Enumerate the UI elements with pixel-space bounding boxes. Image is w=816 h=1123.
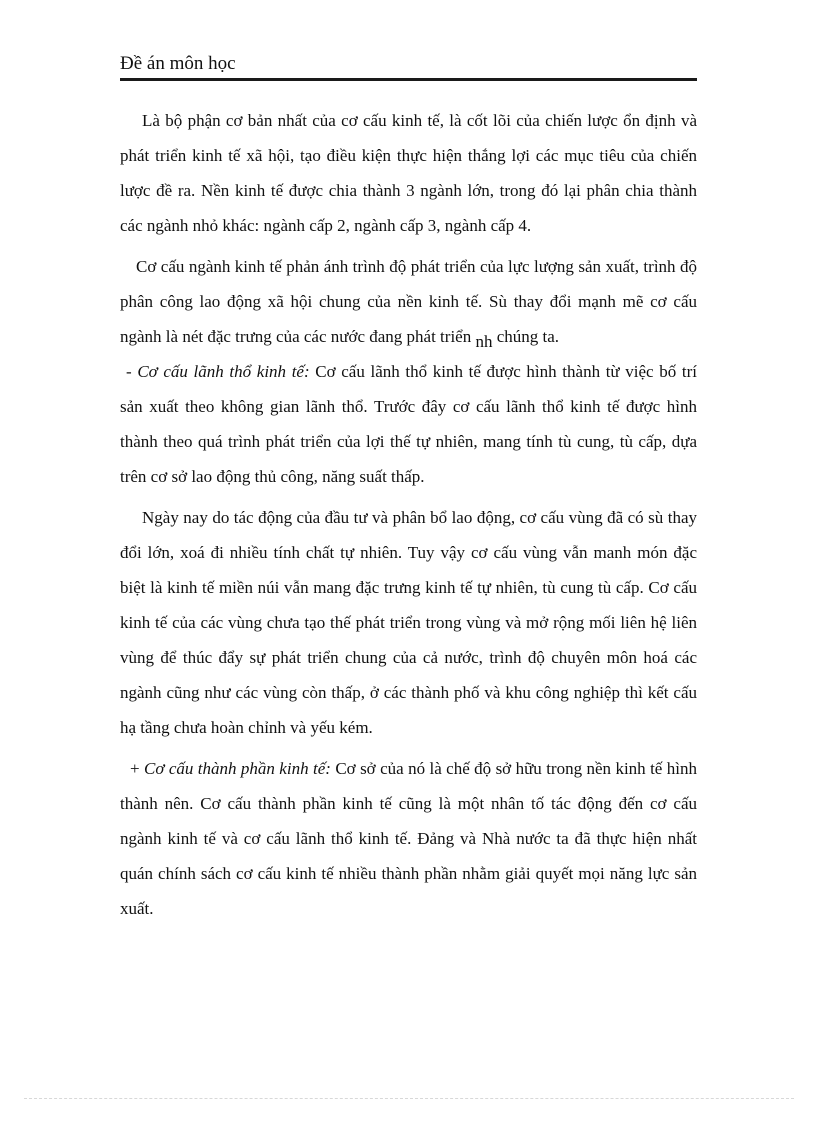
paragraph-2-subscript: nh xyxy=(475,332,493,351)
header-title: Đề án môn học xyxy=(120,53,236,74)
paragraph-5 xyxy=(120,751,697,926)
paragraph-5-heading: Cơ cấu thành phần kinh tế: xyxy=(144,759,331,778)
paragraph-1: Là bộ phận cơ bản nhất của cơ cấu kinh tế, là cốt lõi của chiến lược ổn định và phát triển kinh tế xã hội, tạo điều kiện thực hiện thắng lợi các mục tiêu của chiến lược đề ra. Nền kinh tế được chia thành 3 ngành lớn, trong đó lại phân chia thành các ngành nhỏ khác: ngành cấp 2, ngành cấp 3, ngành cấp 4. xyxy=(120,111,697,235)
document-body xyxy=(120,103,697,926)
paragraph-5-text: Cơ sở của nó là chế độ sở hữu trong nền kinh tế hình thành nên. Cơ cấu thành phần kinh tế cũng là một nhân tố tác động đến cơ cấu ngành kinh tế và cơ cấu lãnh thổ kinh tế. Đảng và Nhà nước ta đã thực hiện nhất quán chính sách cơ cấu kinh tế nhiều thành phần nhằm giải quyết mọi năng lực sản xuất. xyxy=(120,759,697,918)
paragraph-3-text: Cơ cấu lãnh thổ kinh tế được hình thành từ việc bố trí sản xuất theo không gian lãnh thổ. Trước đây cơ cấu lãnh thổ kinh tế được hình thành theo quá trình phát triển của lợi thế tự nhiên, mang tính tù cung, tù cấp, dựa trên cơ sở lao động thủ công, năng suất thấp. xyxy=(120,362,697,486)
paragraph-3-heading: Cơ cấu lãnh thổ kinh tế: xyxy=(137,362,310,381)
paragraph-3-prefix: - xyxy=(126,362,138,381)
page-header xyxy=(120,52,697,81)
paragraph-2 xyxy=(120,249,697,354)
page-bottom-border xyxy=(24,1098,794,1099)
paragraph-2-text: Cơ cấu ngành kinh tế phản ánh trình độ phát triển của lực lượng sản xuất, trình độ phân công lao động xã hội chung của nền kinh tế. Sù thay đổi mạnh mẽ cơ cấu ngành là nét đặc trưng của các nước đang phát triển xyxy=(120,257,697,346)
paragraph-3 xyxy=(120,354,697,494)
paragraph-2-end: chúng ta. xyxy=(492,327,560,346)
paragraph-5-prefix: + xyxy=(130,759,144,778)
paragraph-4: Ngày nay do tác động của đầu tư và phân bổ lao động, cơ cấu vùng đã có sù thay đổi lớn, xoá đi nhiều tính chất tự nhiên. Tuy vậy cơ cấu vùng vẫn manh món đặc biệt là kinh tế miền núi vẫn mang đặc trưng kinh tế tự nhiên, tù cung tù cấp. Cơ cấu kinh tế của các vùng chưa tạo thế phát triển trong vùng và mở rộng mối liên hệ liên vùng để thúc đẩy sự phát triển chung của cả nước, trình độ chuyên môn hoá các ngành cũng như các vùng còn thấp, ở các thành phố và khu công nghiệp thì kết cấu hạ tầng chưa hoàn chỉnh và yếu kém. xyxy=(120,508,697,737)
